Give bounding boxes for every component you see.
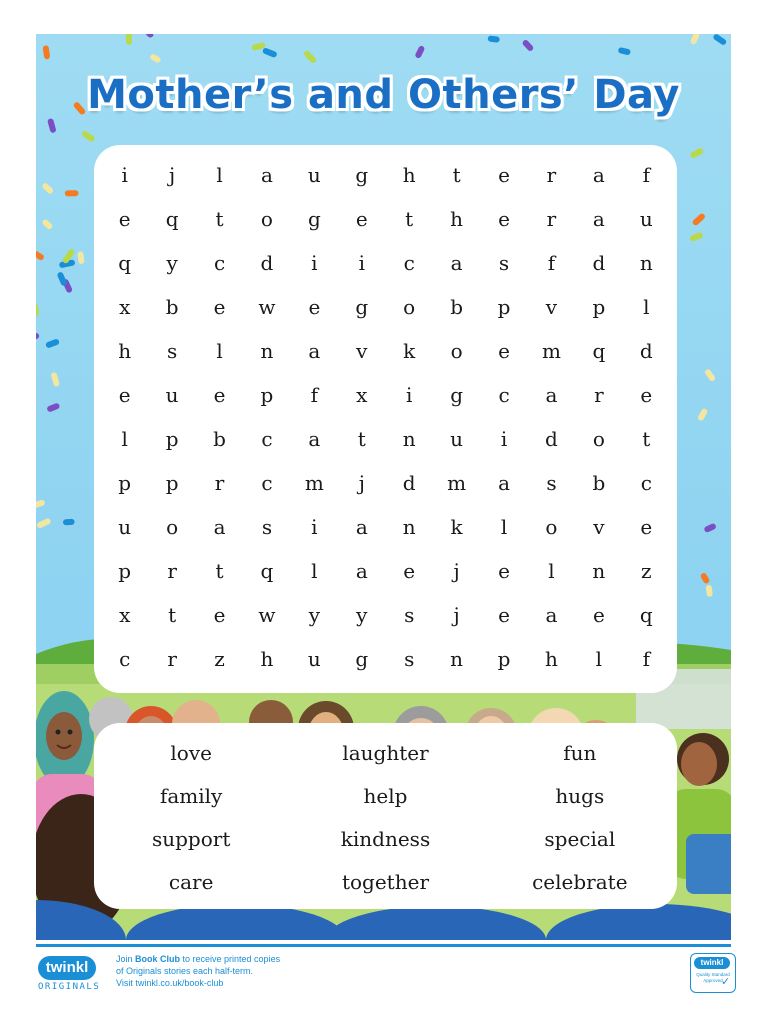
grid-letter[interactable]: r [594,383,604,407]
book-club-promo [116,953,356,989]
grid-letter[interactable]: m [304,471,324,495]
grid-letter[interactable]: g [355,647,369,671]
grid-letter[interactable]: p [165,427,179,451]
grid-letter[interactable]: i [311,251,318,275]
poster [36,34,731,940]
confetti-piece [266,51,274,54]
grid-letter[interactable]: z [214,647,225,671]
grid-letter[interactable]: y [308,603,321,627]
grid-letter[interactable]: j [453,603,460,627]
grid-letter[interactable]: a [545,603,558,627]
grid-letter[interactable]: l [500,515,508,539]
grid-letter[interactable]: c [403,251,415,275]
grid-letter[interactable]: v [593,515,605,539]
grid-letter[interactable]: d [402,471,416,495]
grid-letter[interactable]: a [213,515,226,539]
grid-letter[interactable]: u [450,427,464,451]
confetti-piece [36,503,42,506]
grid-letter[interactable]: r [167,559,177,583]
grid-letter[interactable]: v [545,295,558,319]
confetti-piece [85,134,92,138]
grid-letter[interactable]: r [546,207,557,231]
grid-letter[interactable]: a [592,163,605,187]
grid-letter[interactable]: x [119,603,131,627]
grid-letter[interactable]: m [541,339,561,363]
grid-letter[interactable]: t [215,207,224,231]
grid-letter[interactable]: k [450,515,463,539]
word-list-item: together [341,869,429,894]
grid-letter[interactable]: f [547,251,556,275]
grid-letter[interactable]: n [402,427,416,451]
grid-letter[interactable]: q [592,339,606,363]
grid-letter[interactable]: n [260,339,274,363]
logo-subtitle: ORIGINALS [38,982,101,992]
grid-letter[interactable]: p [118,559,132,583]
grid-letter[interactable]: a [308,427,321,451]
word-list-item: family [159,783,223,808]
grid-letter[interactable]: d [639,339,653,363]
confetti-piece [62,263,72,265]
confetti-piece [307,54,313,60]
grid-letter[interactable]: a [498,471,510,495]
checkmark-icon: ✓ [721,975,731,988]
grid-letter[interactable]: q [118,251,132,275]
confetti-piece [45,186,50,191]
grid-letter[interactable]: p [592,295,606,319]
confetti-piece [40,521,48,525]
confetti-piece [701,412,704,418]
grid-letter[interactable]: p [118,471,132,495]
grid-letter[interactable]: o [260,207,273,231]
grid-letter[interactable]: y [356,603,368,627]
quality-badge [690,953,736,993]
grid-letter[interactable]: f [310,383,319,407]
twinkl-originals-logo[interactable] [38,956,101,996]
promo-pre: Join [116,954,136,964]
grid-letter[interactable]: s [261,515,273,539]
word-search-panel [94,145,677,693]
grid-letter[interactable]: l [216,163,223,187]
grid-letter[interactable]: d [545,427,558,451]
grid-letter[interactable]: e [498,207,510,231]
confetti-piece [621,50,627,51]
promo-line1-rest: to receive printed copies [180,954,281,964]
grid-letter[interactable]: e [498,603,510,627]
grid-letter[interactable]: h [402,163,416,187]
grid-letter[interactable]: h [450,207,464,231]
grid-letter[interactable]: u [307,647,321,671]
grid-letter[interactable]: y [166,251,178,275]
grid-letter[interactable]: c [261,471,273,495]
grid-letter[interactable]: e [640,515,653,539]
confetti-piece [54,375,56,383]
grid-letter[interactable]: l [216,339,223,363]
grid-letter[interactable]: j [169,163,176,187]
confetti-piece [696,217,702,223]
grid-letter[interactable]: h [260,647,274,671]
grid-letter[interactable]: e [118,207,131,231]
grid-letter[interactable]: o [450,339,463,363]
grid-letter[interactable]: d [592,251,606,275]
grid-letter[interactable]: l [643,295,650,319]
word-list-item: celebrate [532,869,628,894]
grid-letter[interactable]: l [121,427,128,451]
grid-letter[interactable]: x [356,383,368,407]
word-list-item: special [544,826,616,851]
grid-letter[interactable]: c [119,647,131,671]
grid-letter[interactable]: n [639,251,653,275]
grid-letter[interactable]: b [450,295,464,319]
grid-letter[interactable]: a [592,207,605,231]
confetti-piece [49,342,56,345]
grid-letter[interactable]: t [168,603,177,627]
confetti-piece [526,43,531,48]
grid-letter[interactable]: i [121,163,128,187]
grid-letter[interactable]: k [403,339,416,363]
word-list-panel [94,723,677,909]
grid-letter[interactable]: b [213,427,226,451]
grid-letter[interactable]: s [546,471,557,495]
confetti-piece [418,49,421,55]
word-list-item: love [170,740,212,765]
grid-letter[interactable]: a [260,163,273,187]
grid-letter[interactable]: j [453,559,460,583]
grid-letter[interactable]: u [639,207,653,231]
confetti-piece [693,235,700,238]
confetti-piece [51,122,53,130]
grid-letter[interactable]: i [500,427,508,451]
grid-letter[interactable]: e [498,163,510,187]
grid-letter[interactable]: o [592,427,605,451]
grid-letter[interactable]: o [545,515,558,539]
letter-grid [101,153,670,681]
grid-letter[interactable]: p [260,383,274,407]
grid-letter[interactable]: n [450,647,464,671]
confetti-piece [81,255,82,261]
confetti-piece [255,45,262,47]
word-list-item: fun [563,740,597,765]
grid-letter[interactable]: a [355,559,368,583]
grid-letter[interactable]: e [403,559,416,583]
confetti-piece [147,34,151,35]
grid-letter[interactable]: w [258,295,276,319]
grid-letter[interactable]: g [307,207,321,231]
book-club-link[interactable]: Book Club [135,954,181,964]
word-list-item: hugs [555,783,605,808]
grid-letter[interactable]: e [308,295,321,319]
grid-letter[interactable]: b [165,295,179,319]
grid-letter[interactable]: q [260,559,274,583]
grid-letter[interactable]: g [450,383,464,407]
grid-letter[interactable]: l [548,559,555,583]
confetti-piece [707,527,713,530]
grid-letter[interactable]: e [213,383,226,407]
confetti-piece [153,57,157,60]
grid-letter[interactable]: a [308,339,321,363]
grid-letter[interactable]: e [355,207,368,231]
grid-letter[interactable]: n [402,515,416,539]
confetti-piece [708,372,712,378]
grid-letter[interactable]: e [498,339,510,363]
page-title: Mother’s and Others’ Day [87,72,680,118]
word-list-item: kindness [340,826,431,851]
grid-letter[interactable]: p [497,647,511,671]
grid-letter[interactable]: i [358,251,365,275]
confetti-piece [694,35,697,41]
grid-letter[interactable]: u [118,515,132,539]
logo-wordmark: twinkl [38,956,96,980]
grid-letter[interactable]: c [261,427,273,451]
word-list-item: laughter [342,740,429,765]
word-list-item: care [168,869,214,894]
grid-letter[interactable]: d [260,251,274,275]
grid-letter[interactable]: v [356,339,368,363]
grid-letter[interactable]: o [166,515,179,539]
grid-letter[interactable]: q [165,207,179,231]
grid-letter[interactable]: h [118,339,132,363]
grid-letter[interactable]: p [165,471,179,495]
grid-letter[interactable]: r [546,163,557,187]
badge-wordmark: twinkl [694,957,730,969]
grid-letter[interactable]: w [258,603,276,627]
grid-letter[interactable]: i [311,515,318,539]
word-list-item: support [151,826,231,851]
grid-letter[interactable]: e [118,383,131,407]
grid-letter[interactable]: x [119,295,131,319]
grid-letter[interactable]: h [545,647,558,671]
grid-letter[interactable]: u [165,383,179,407]
grid-letter[interactable]: a [545,383,558,407]
grid-letter[interactable]: r [214,471,225,495]
footer-divider [36,944,731,947]
grid-letter[interactable]: i [406,383,413,407]
grid-letter[interactable]: t [642,427,651,451]
grid-letter[interactable]: g [355,295,369,319]
promo-line2: of Originals stories each half-term. [116,966,254,976]
grid-letter[interactable]: s [498,251,510,275]
grid-letter[interactable]: b [592,471,606,495]
grid-letter[interactable]: t [405,207,414,231]
grid-letter[interactable]: e [213,295,226,319]
grid-letter[interactable]: c [498,383,510,407]
grid-letter[interactable]: s [404,647,415,671]
confetti-piece [60,275,63,283]
confetti-piece [46,48,47,56]
grid-letter[interactable]: e [592,603,605,627]
confetti-piece [50,406,56,409]
grid-letter[interactable]: s [166,339,178,363]
grid-letter[interactable]: m [447,471,467,495]
grid-letter[interactable]: t [215,559,224,583]
grid-letter[interactable]: q [639,603,653,627]
grid-letter[interactable]: z [641,559,652,583]
grid-letter[interactable]: e [498,559,510,583]
confetti-piece [704,576,706,580]
grid-letter[interactable]: t [357,427,366,451]
confetti-piece [45,223,49,227]
promo-line3[interactable]: Visit twinkl.co.uk/book-club [116,978,224,988]
confetti-piece [693,151,700,155]
grid-letter[interactable]: f [642,163,650,187]
confetti-piece [491,39,497,40]
grid-letter[interactable]: f [642,647,650,671]
confetti-piece [66,252,72,260]
grid-letter[interactable]: j [358,471,365,495]
confetti-piece [716,37,723,42]
grid-letter[interactable]: a [450,251,463,275]
grid-letter[interactable]: e [213,603,226,627]
grid-letter[interactable]: r [167,647,177,671]
word-list [94,731,677,903]
grid-letter[interactable]: l [311,559,318,583]
grid-letter[interactable]: g [355,163,369,187]
word-list-item: help [363,783,408,808]
grid-letter[interactable]: a [355,515,368,539]
grid-letter[interactable]: n [592,559,606,583]
grid-letter[interactable]: o [403,295,416,319]
grid-letter[interactable]: e [640,383,653,407]
confetti-piece [36,253,41,257]
badge-caption: Quality Standard Approved [696,972,730,983]
grid-letter[interactable]: u [307,163,321,187]
grid-letter[interactable]: l [595,647,603,671]
grid-letter[interactable]: c [640,471,652,495]
grid-letter[interactable]: c [213,251,226,275]
grid-letter[interactable]: t [452,163,461,187]
grid-letter[interactable]: p [497,295,511,319]
confetti-piece [709,588,710,594]
grid-letter[interactable]: s [404,603,415,627]
